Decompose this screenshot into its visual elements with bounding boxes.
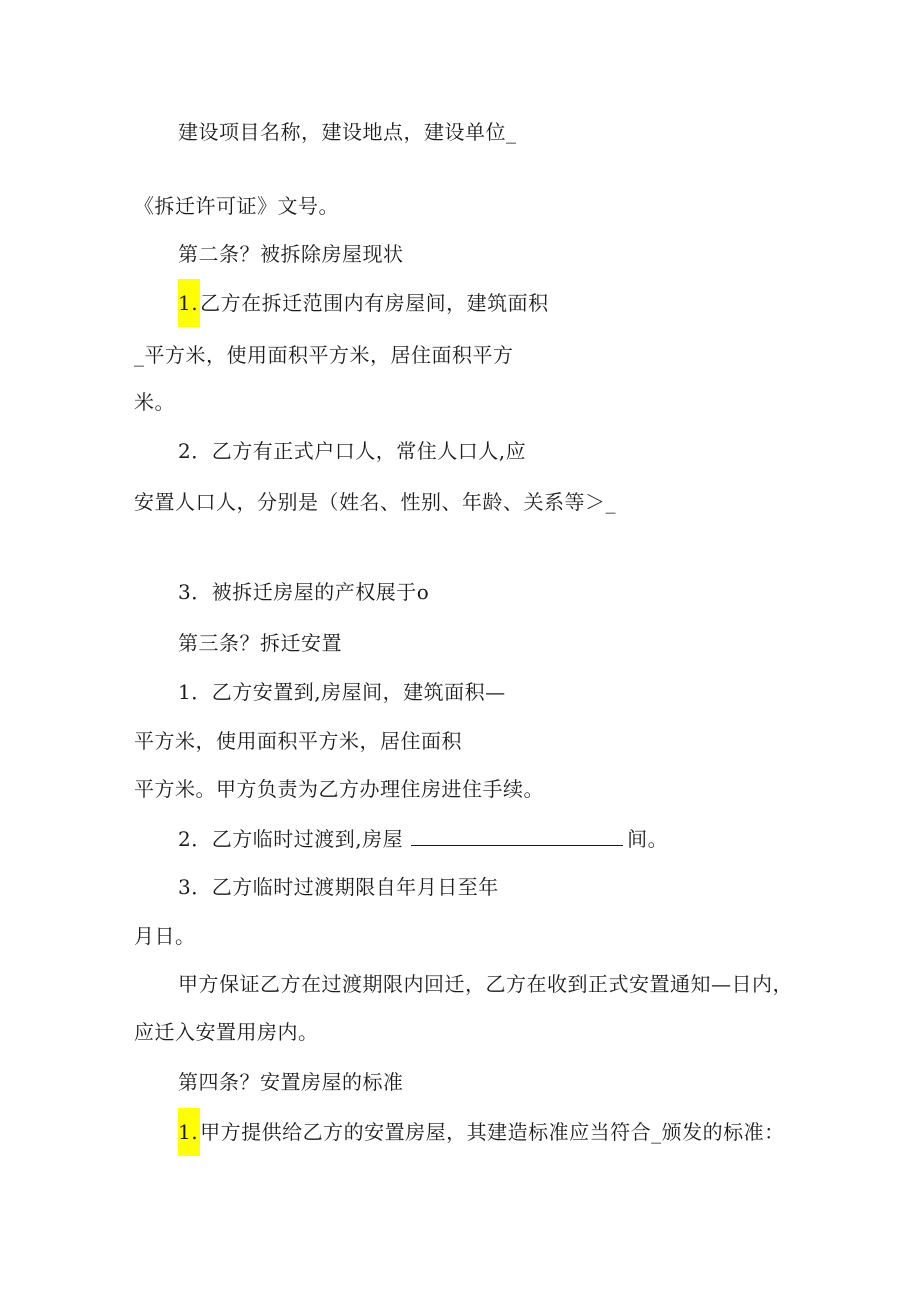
article-2-item-1-text: 乙方在拆迁范围内有房屋间，建筑面积 <box>200 291 549 315</box>
article-4-heading <box>178 1068 404 1096</box>
fill-in-blank <box>411 825 623 846</box>
permit-number-text: 《拆迁许可证》文号。 <box>134 194 339 218</box>
article-3-item-1-line <box>178 678 506 706</box>
article-2-item-2-cont <box>134 488 616 516</box>
highlighted-number: 1. <box>178 279 200 327</box>
article-3-item-1-text: 1．乙方安置到,房屋间，建筑面积— <box>178 680 506 704</box>
article-2-item-1-cont-2 <box>134 388 175 416</box>
guarantee-paragraph-cont-text: 应迁入安置用房内。 <box>134 1020 319 1044</box>
article-3-item-2-suffix: 间。 <box>627 827 669 851</box>
article-2-item-2-text: 2．乙方有正式户口人，常住人口人,应 <box>178 439 527 463</box>
article-3-heading <box>178 629 342 657</box>
article-3-heading-text: 第三条？拆迁安置 <box>178 631 342 655</box>
project-info-text: 建设项目名称，建设地点，建设单位_ <box>178 120 517 144</box>
article-4-heading-text: 第四条？安置房屋的标准 <box>178 1070 404 1094</box>
permit-number-line <box>134 192 339 220</box>
article-3-item-3-text: 3．乙方临时过渡期限自年月日至年 <box>178 875 499 899</box>
article-3-item-1-cont-2 <box>134 775 544 803</box>
article-2-item-1-cont-1-text: _平方米，使用面积平方米，居住面积平方 <box>134 343 514 367</box>
article-4-item-1-line <box>178 1118 785 1146</box>
article-2-item-3-line <box>178 578 429 606</box>
article-3-item-1-cont-1 <box>134 727 462 755</box>
article-3-item-2-line <box>178 825 668 853</box>
article-3-item-3-cont-text: 月日。 <box>134 924 196 948</box>
article-2-item-3-text: 3．被拆迁房屋的产权展于o <box>178 580 430 604</box>
article-2-item-1-line <box>178 289 549 317</box>
article-2-item-1-cont-1 <box>134 341 514 369</box>
article-3-item-3-cont <box>134 922 196 950</box>
article-3-item-3-line <box>178 873 499 901</box>
article-4-item-1-text: 甲方提供给乙方的安置房屋，其建造标准应当符合_颁发的标准： <box>200 1120 785 1144</box>
article-2-item-2-cont-text: 安置人口人，分别是（姓名、性别、年龄、关系等＞_ <box>134 490 616 514</box>
article-3-item-1-cont-2-text: 平方米。甲方负责为乙方办理住房进住手续。 <box>134 777 544 801</box>
guarantee-paragraph-line <box>178 970 793 998</box>
highlighted-number: 1. <box>178 1108 200 1156</box>
article-3-item-2-text: 2．乙方临时过渡到,房屋 <box>178 827 404 851</box>
article-2-heading <box>178 240 404 268</box>
article-2-item-1-cont-2-text: 米。 <box>134 390 175 414</box>
article-3-item-1-cont-1-text: 平方米，使用面积平方米，居住面积 <box>134 729 462 753</box>
article-2-heading-text: 第二条？被拆除房屋现状 <box>178 242 404 266</box>
article-2-item-2-line <box>178 437 526 465</box>
project-info-line <box>178 118 517 146</box>
guarantee-paragraph-text: 甲方保证乙方在过渡期限内回迁，乙方在收到正式安置通知—日内， <box>178 972 793 996</box>
guarantee-paragraph-cont <box>134 1018 319 1046</box>
